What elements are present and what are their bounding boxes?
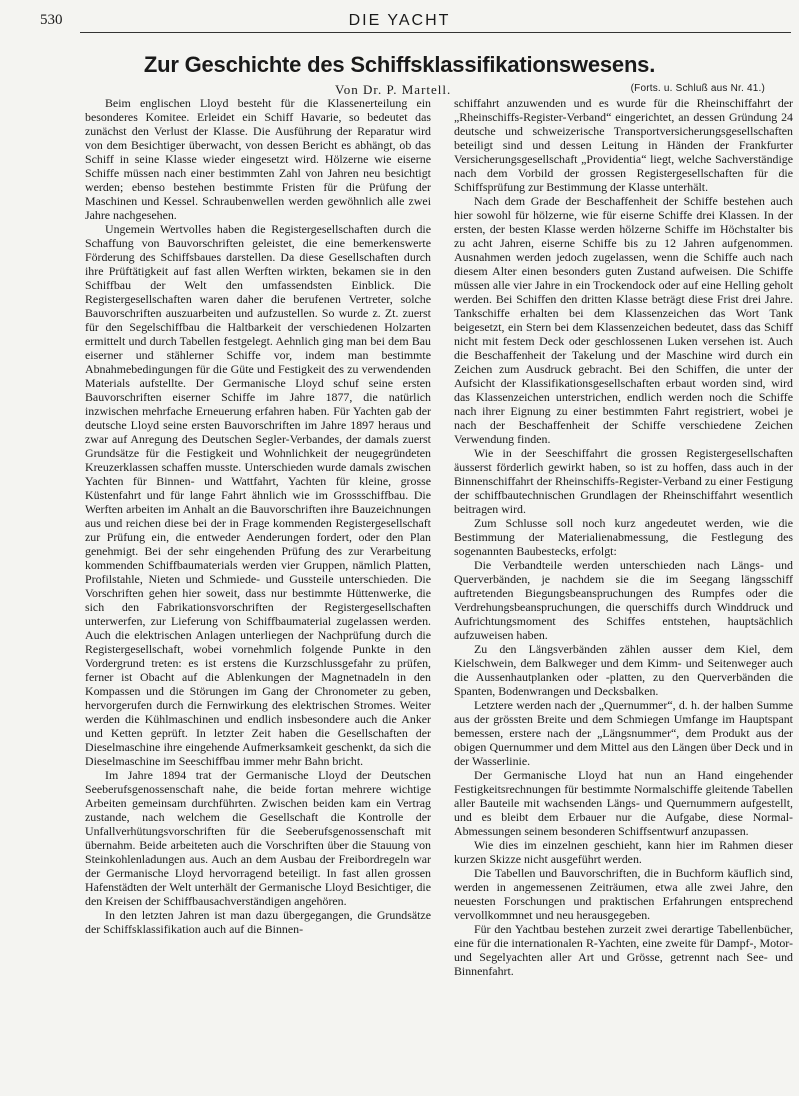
continuation-note: (Forts. u. Schluß aus Nr. 41.) (630, 83, 765, 94)
author-name: Von Dr. P. Martell. (335, 82, 452, 97)
running-header (40, 12, 759, 34)
paragraph-continuation: schiffahrt anzuwenden und es wurde für die Rheinschiffahrt der „Rheinschiffs-Register-Verband“ eingerichtet, an dessen Gründung 24 deutsche und schweizerische Transportversicherungsgesellschaften beteiligt sind und dessen Leitung in Händen der Frankfurter Versicherungsgesellschaft „Providentia“ liegt, welche Sachverständige nach dem Vorbild der grossen Registergesellschaften für die Schiffsprüfung zur Bestimmung der Klasse unterhält. (454, 96, 793, 194)
paragraph: Die Verbandteile werden unterschieden nach Längs- und Querverbänden, je nachdem sie die im Seegang längsschiff auftretenden Biegungsbeanspruchungen des Rumpfes oder die Verdrehungsbeanspruchungen, die querschiffs durch Winddruck und Aufrichtungsmoment des Schiffes entstehen, hauptsächlich aufzuweisen haben. (454, 558, 793, 642)
header-rule (80, 32, 791, 33)
paragraph: Ungemein Wertvolles haben die Registergesellschaften durch die Schaffung von Bauvorschriften geleistet, die eine bemerkenswerte Förderung des Schiffsbaues darstellen. Da diese Gesellschaften durch ihre Prüftätigkeit auf fast allen Werften wirkten, bekamen sie in den Schiffbau der Welt den umfassendsten Einblick. Die Registergesellschaften waren daher die berufenen Vertreter, solche Bauvorschriften auszuarbeiten und aufzustellen. So wurde z. Zt. zuerst für den Segelschiffbau die Haltbarkeit der verschiedenen Holzarten ermittelt und durch Tabellen festgelegt. Aehnlich ging man bei dem Bau eiserner und stählerner Schiffe vor, indem man bestimmte Abnahmebedingungen für die Güte und Festigkeit des zu verwendenden Materials aufstellte. Der Germanische Lloyd schuf seine ersten Bauvorschriften eiserner Schiffe im Jahre 1877, die natürlich inzwischen mehrfache Erneuerung erfahren haben. Für Yachten gab der deutsche Lloyd seine ersten Bauvorschriften im Jahre 1897 heraus und zwar auf Anregung des Deutschen Segler-Verbandes, der damals zuerst Grundsätze für die Festigkeit und Wohnlichkeit der neugegründeten Kreuzerklassen schaffen musste. Unterschieden wurde damals zwischen Yachten für Binnen- und Wattfahrt, Yachten für kleine, grosse Küstenfahrt und für lange Fahrt ähnlich wie im Grossschiffbau. Die Werften arbeiten im Anhalt an die Bauvorschriften ihre Bauzeichnungen aus und reichen diese bei der in Frage kommenden Registergesellschaft zur Prüfung ein, die entweder Aenderungen fordert, oder den Plan genehmigt. Bei der sehr eingehenden Prüfung des zur Verarbeitung kommenden Schiffbaumaterials werden vier Gruppen, nämlich Platten, Profilstahle, Nieten und Schmiede- und Gussteile unterschieden. Die Vorschriften gehen hier soweit, dass nur bestimmte Hüttenwerke, die sich den Fabrikationsvorschriften der Registergesellschaften unterwerfen, zur Lieferung von Schiffbaumaterial zugelassen werden. Auch die elektrischen Anlagen unterliegen der Nachprüfung durch die Registergesellschaft, wobei vornehmlich folgende Punkte in den Vordergrund treten: es ist erstens die Kurzschlussgefahr zu prüfen, ferner ist Obacht auf die Ablenkungen der Magnetnadeln in den Kompassen und die Störungen im Gang der Chronometer zu geben, hervorgerufen durch die Fernwirkung des elektrischen Stromes. Weiter werden die Kühlmaschinen und endlich insbesondere auch die Anker und Ketten geprüft. In letzter Zeit haben die Gesellschaften der Dieselmaschine ihre eingehende Aufmerksamkeit geschenkt, da sich die Dieselmaschine im Seeschiffbau immer mehr Bahn bricht. (85, 222, 431, 768)
paragraph: Die Tabellen und Bauvorschriften, die in Buchform käuflich sind, werden in angemessenen Zeiträumen, etwa alle zwei Jahre, den neuesten Forschungen und praktischen Erfahrungen entsprechend vervollkommnet und neu herausgegeben. (454, 866, 793, 922)
paragraph: Beim englischen Lloyd besteht für die Klassenerteilung ein besonderes Komitee. Erleidet ein Schiff Havarie, so bedeutet das zunächst den Verlust der Klasse. Die Ausführung der Reparatur wird von dem Besichtiger überwacht, von dessen Bericht es abhängt, ob das Schiff in seine Klasse wieder eingesetzt wird. Hölzerne wie eiserne Schiffe müssen nach einer bestimmten Zahl von Jahren neu besichtigt werden; ebenso bestehen bestimmte Fristen für die Prüfung der Maschinen und Kessel. Schraubenwellen werden gewöhnlich alle zwei Jahre nachgesehen. (85, 96, 431, 222)
paragraph: Letztere werden nach der „Quernummer“, d. h. der halben Summe aus der grössten Breite und dem Schmiegen Umfange im Hauptspant bemessen, erstere nach der „Längsnummer“, dem Produkt aus der obigen Quernummer und dem Mittel aus den Längen über Deck und in der Wasserlinie. (454, 698, 793, 768)
journal-title: DIE YACHT (348, 12, 451, 29)
page-number: 530 (40, 12, 63, 28)
paragraph: Nach dem Grade der Beschaffenheit der Schiffe bestehen auch hier sowohl für hölzerne, wie für eiserne Schiffe drei Klassen. In der ersten, der besten Klasse werden hölzerne Schiffe im Höchstalter bis zu acht Jahren, eiserne Schiffe bis zu 12 Jahren aufgenommen. Ausnahmen werden jedoch zugelassen, wenn die Schiffe auch nach diesem Alter einen besonders guten Zustand aufweisen. Die Schiffe müssen alle vier Jahre in ein Trockendock oder auf eine Helling geholt werden. Bei Schiffen den dritten Klasse beträgt diese Frist drei Jahre. Tankschiffe erhalten bei dem Klassenzeichen das Wort Tank beigesetzt, ein Stern bei dem Klassenzeichen bedeutet, dass das Schiff nicht mit festem Deck oder geschlossenen Luken versehen ist. Auch die Beschaffenheit der Takelung und der Maschine wird durch ein Zeichen zum Ausdruck gebracht. Bei den Schiffen, die unter der Aufsicht der Klassifikationsgesellschaften erbaut worden sind, wird das Klassenzeichen unterstrichen, endlich werden noch die Schiffe nach ihrer Eignung zu einer bestimmten Fahrt registriert, wobei je nach der Beschaffenheit der Schiffe verschiedene Zeichen Verwendung finden. (454, 194, 793, 446)
paragraph: Für den Yachtbau bestehen zurzeit zwei derartige Tabellenbücher, eine für die internationalen R-Yachten, eine zweite für Dampf-, Motor- und Segelyachten aller Art und Grösse, getrennt nach See- und Binnenfahrt. (454, 922, 793, 978)
paragraph: Im Jahre 1894 trat der Germanische Lloyd der Deutschen Seeberufsgenossenschaft nahe, die beide fortan mehrere wichtige Arbeiten gemeinsam durchführten. Zwischen beiden kam ein Vertrag zustande, nach welchem die Gesellschaft die Kontrolle der Unfallverhütungsvorschriften für die Seeberufsgenossenschaft mit übernahm. Beide arbeiteten auch die Vorschriften über die Stauung von Steinkohlenladungen aus. Auch an dem Ausbau der Freibordregeln war der Germanische Lloyd hervorragend beteiligt. In fast allen grossen Hafenstädten der Welt unterhält der Germanische Lloyd Besichtiger, die den Kreisen der Schiffbausachverständigen angehören. (85, 768, 431, 908)
article-title: Zur Geschichte des Schiffsklassifikationswesens. (143, 52, 656, 77)
paragraph: Zum Schlusse soll noch kurz angedeutet werden, wie die Bestimmung der Materialienabmessung, die Festlegung des sogenannten Baubestecks, erfolgt: (454, 516, 793, 558)
left-column (85, 96, 431, 936)
paragraph: In den letzten Jahren ist man dazu übergegangen, die Grundsätze der Schiffsklassifikation auch auf die Binnen- (85, 908, 431, 936)
right-column (454, 96, 793, 978)
paragraph: Wie in der Seeschiffahrt die grossen Registergesellschaften äusserst förderlich gewirkt haben, so ist zu hoffen, dass auch in der Binnenschiffahrt der Rheinschiffs-Register-Verband zu einer Festigung der schiffbautechnischen Grundlagen der Rheinschiffahrt wesentlich beitragen wird. (454, 446, 793, 516)
paragraph: Zu den Längsverbänden zählen ausser dem Kiel, dem Kielschwein, dem Balkweger und dem Kimm- und Seitenweger auch die Aussenhautplanken oder -platten, zu den Querverbänden die Spanten, Bodenwrangen und Decksbalken. (454, 642, 793, 698)
paragraph: Wie dies im einzelnen geschieht, kann hier im Rahmen dieser kurzen Skizze nicht ausgeführt werden. (454, 838, 793, 866)
paragraph: Der Germanische Lloyd hat nun an Hand eingehender Festigkeitsrechnungen für bestimmte Normalschiffe gleitende Tabellen aller Bauteile mit wachsenden Längs- und Quernummern aufgestellt, und es bleibt dem Erbauer nur die Aufgabe, diese Normal-Abmessungen seinem besonderen Schiffsentwurf anzupassen. (454, 768, 793, 838)
